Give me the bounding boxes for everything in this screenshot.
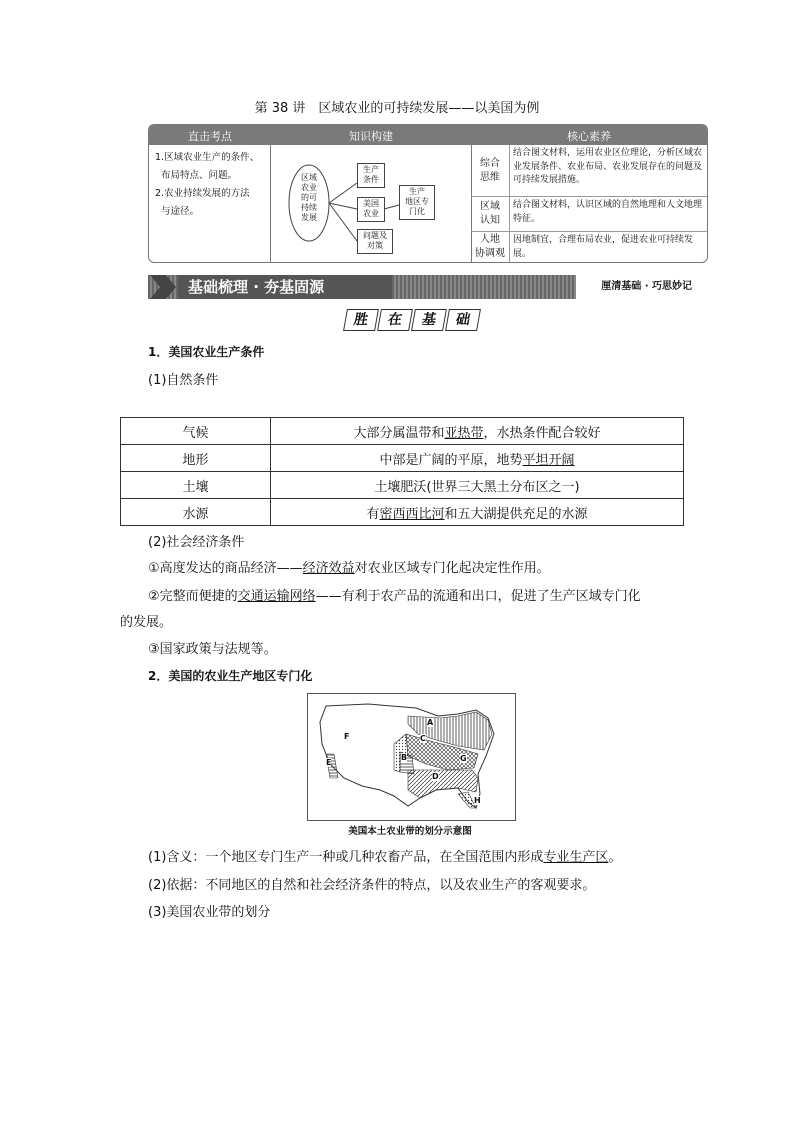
social-item-2-cont: 的发展。 (120, 615, 173, 630)
kaodian-line: 1.区域农业生产的条件、 (155, 152, 260, 163)
us-agri-map (307, 693, 516, 821)
mindmap-center: 区域 农业 的可 持续 发展 (301, 173, 317, 222)
natural-conditions-table (120, 417, 684, 526)
suyang-label: 区域 认知 (471, 197, 510, 231)
condition-value: 大部分属温带和亚热带，水热条件配合较好 (271, 418, 684, 445)
suyang-label: 综合 思维 (471, 145, 510, 196)
basis: (2)依据：不同地区的自然和社会经济条件的特点，以及农业生产的客观要求。 (148, 878, 596, 893)
table-row (121, 418, 684, 445)
overview-table (148, 124, 708, 263)
map-caption: 美国本土农业带的划分示意图 (348, 826, 472, 837)
condition-key: 土壤 (121, 472, 271, 499)
map-label-f: F (344, 732, 350, 741)
map-label-d: D (432, 772, 439, 781)
sub-banner-char: 胜 (343, 309, 379, 331)
suyang-row (471, 232, 707, 262)
banner-label: 基础梳理 · 夯基固源 (178, 275, 392, 299)
header-suyang: 核心素养 (567, 130, 611, 143)
kaodian-line: 2.农业持续发展的方法 (155, 188, 250, 199)
mindmap-wenti: 问题及 对策 (357, 229, 393, 254)
sub-banner-char: 础 (445, 309, 481, 331)
sub-banner (345, 309, 479, 331)
condition-key: 地形 (121, 445, 271, 472)
condition-value: 土壤肥沃(世界三大黑土分布区之一) (271, 472, 684, 499)
kaodian-cell (149, 145, 271, 262)
social-heading: (2)社会经济条件 (148, 535, 245, 550)
condition-value: 有密西西比河和五大湖提供充足的水源 (271, 499, 684, 526)
sub-banner-char: 在 (377, 309, 413, 331)
suyang-row (471, 197, 707, 232)
section2-heading: 2．美国的农业生产地区专门化 (148, 669, 313, 683)
map-label-b: B (401, 753, 408, 762)
kaodian-line: 布局特点、问题。 (161, 170, 238, 181)
suyang-label: 人地 协调观 (471, 232, 510, 262)
mindmap-meiguo: 美国 农业 (357, 197, 385, 222)
suyang-row (471, 145, 707, 197)
map-label-a: A (427, 718, 434, 727)
mindmap (271, 145, 472, 262)
map-label-h: H (474, 796, 481, 805)
social-item-1: ①高度发达的商品经济——经济效益对农业区域专门化起决定性作用。 (148, 561, 550, 576)
section1-heading: 1．美国农业生产条件 (148, 345, 265, 359)
section-banner (148, 272, 706, 302)
table-row (121, 472, 684, 499)
map-label-c: C (420, 734, 426, 743)
header-zhishi: 知识构建 (349, 130, 393, 143)
definition: (1)含义：一个地区专门生产一种或几种农畜产品，在全国范围内形成专业生产区。 (148, 850, 622, 865)
division-heading: (3)美国农业带的划分 (148, 905, 271, 920)
table-row (121, 445, 684, 472)
map-label-e: E (326, 758, 332, 767)
natural-heading: (1)自然条件 (148, 373, 219, 388)
mindmap-zhuanmen: 生产 地区专 门化 (399, 185, 435, 220)
banner-arrow-icon (148, 272, 178, 302)
condition-key: 气候 (121, 418, 271, 445)
condition-value: 中部是广阔的平原，地势平坦开阔 (271, 445, 684, 472)
sub-banner-char: 基 (411, 309, 447, 331)
kaodian-line: 与途径。 (161, 206, 200, 217)
map-graphic (308, 694, 515, 820)
table-row (121, 499, 684, 526)
mindmap-tiaojian: 生产 条件 (357, 163, 385, 188)
header-kaodian: 直击考点 (188, 130, 232, 143)
suyang-text: 结合图文材料，运用农业区位理论，分析区域农业发展条件、农业布局、农业发展存在的问题及可持续发展措施。 (513, 148, 703, 185)
social-item-3: ③国家政策与法规等。 (148, 642, 277, 657)
social-item-2: ②完整而便捷的交通运输网络——有利于农产品的流通和出口，促进了生产区域专门化 (148, 589, 641, 604)
suyang-cell (471, 145, 707, 262)
suyang-text: 因地制宜，合理布局农业，促进农业可持续发展。 (513, 235, 694, 259)
suyang-text: 结合图文材料，认识区域的自然地理和人文地理特征。 (513, 200, 703, 224)
map-label-g: G (460, 754, 467, 763)
condition-key: 水源 (121, 499, 271, 526)
banner-right-label: 厘清基础 · 巧思妙记 (576, 275, 706, 299)
page-title: 第 38 讲 区域农业的可持续发展——以美国为例 (254, 101, 540, 116)
overview-header (149, 125, 707, 145)
